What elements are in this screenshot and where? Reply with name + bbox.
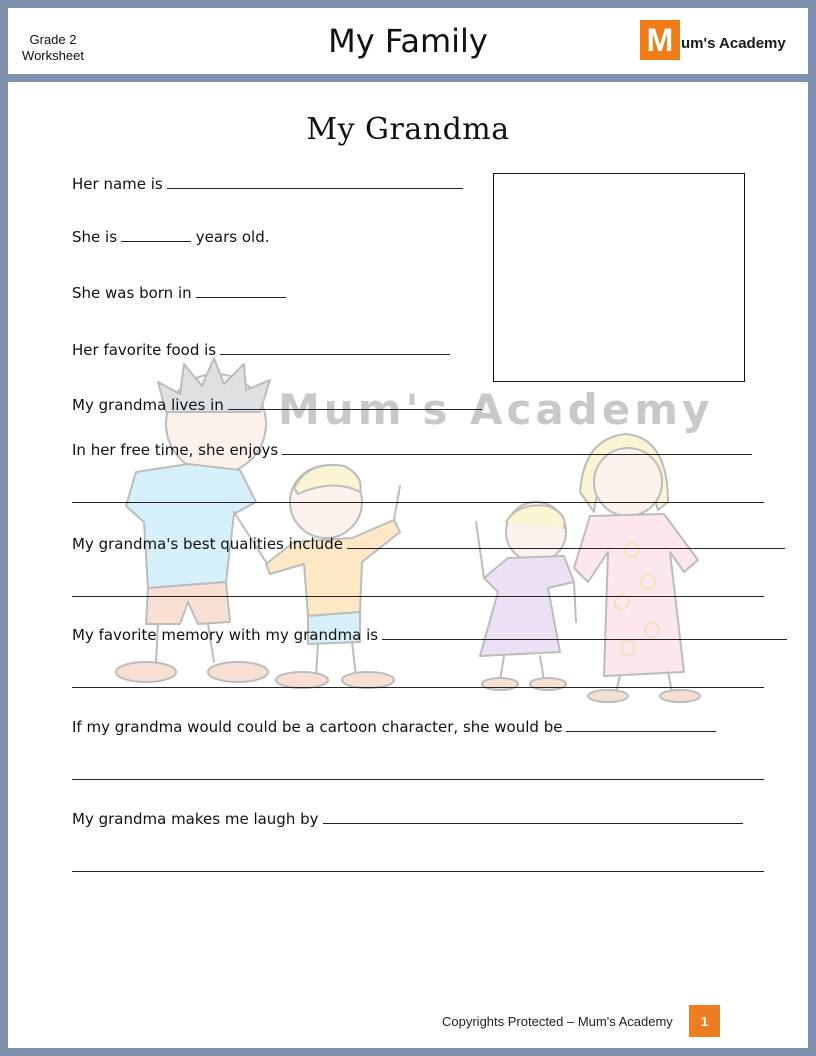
age-prompt: She is [72,228,118,246]
logo-letter: M [640,20,680,60]
qualities-blank [347,532,785,549]
born-line [72,281,286,303]
brand-logo [640,20,786,60]
age-line [72,225,269,247]
free-time-rule [72,502,764,503]
name-prompt: Her name is [72,175,163,193]
cartoon-line [72,715,716,737]
memory-rule [72,687,764,688]
boy-shorts [146,582,230,624]
qualities-prompt: My grandma's best qualities include [72,535,343,553]
memory-prompt: My favorite memory with my grandma is [72,626,379,644]
boy-shirt [126,464,256,588]
cartoon-rule [72,779,764,780]
born-blank [196,281,286,298]
page-heading: My Grandma [306,112,510,147]
cartoon-blank [566,715,716,732]
grade-label [18,32,88,64]
memory-line [72,623,787,645]
worksheet-header [8,8,808,74]
logo-text: um's Academy [681,34,786,52]
food-line [72,338,450,360]
page-number-badge: 1 [689,1005,720,1037]
free-time-prompt: In her free time, she enjoys [72,441,279,459]
free-time-blank [282,438,752,455]
name-blank [167,172,463,189]
memory-blank [382,623,787,640]
laugh-rule [72,871,764,872]
watermark-text: Mum's Academy [278,385,714,434]
lives-blank [228,393,482,410]
food-blank [220,338,450,355]
name-line [72,172,463,194]
laugh-blank [323,807,743,824]
age-blank [121,225,191,242]
lives-line [72,393,482,415]
laugh-prompt: My grandma makes me laugh by [72,810,319,828]
food-prompt: Her favorite food is [72,341,217,359]
qualities-rule [72,596,764,597]
free-time-line [72,438,752,460]
photo-box [493,173,745,382]
copyright-text: Copyrights Protected – Mum's Academy [442,1014,673,1029]
age-suffix: years old. [195,228,270,246]
cartoon-prompt: If my grandma would could be a cartoon character, she would be [72,718,563,736]
born-prompt: She was born in [72,284,192,302]
qualities-line [72,532,785,554]
worksheet-page [8,82,808,1048]
grade-text: Grade 2 [29,32,77,47]
header-title: My Family [328,22,488,60]
laugh-line [72,807,743,829]
lives-prompt: My grandma lives in [72,396,224,414]
worksheet-text: Worksheet [22,48,84,63]
